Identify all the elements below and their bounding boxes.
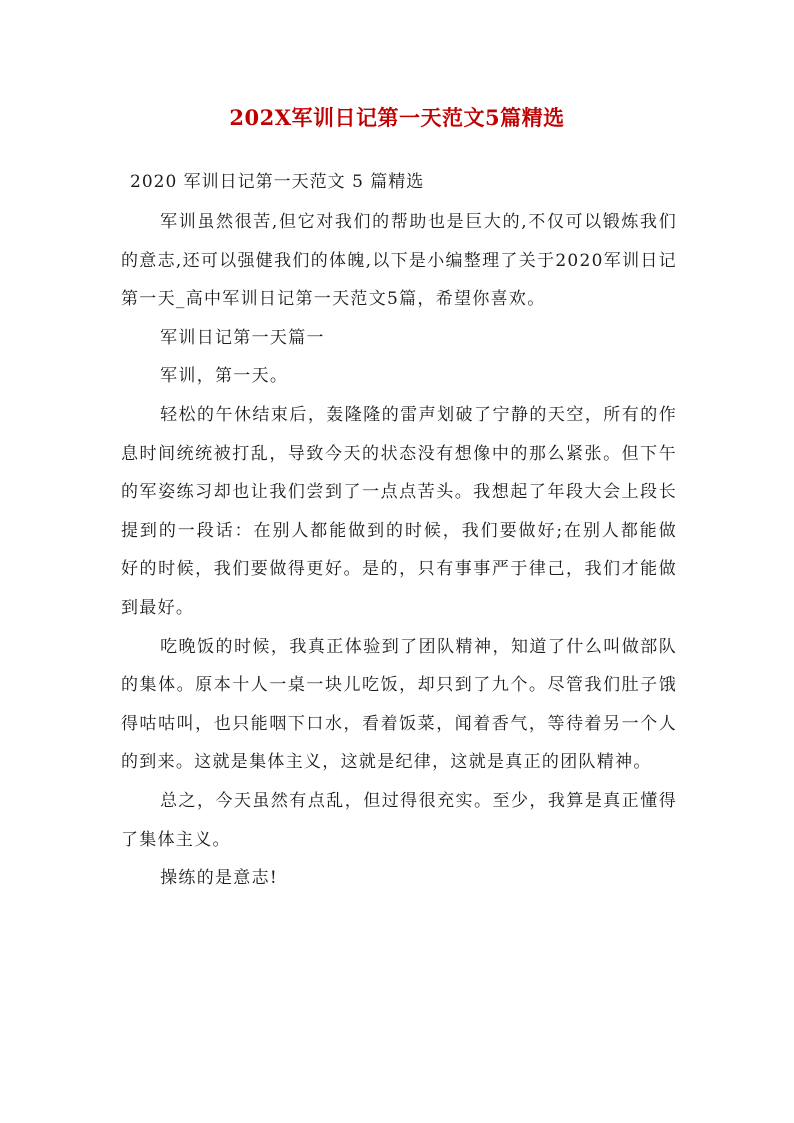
- paragraph-day-one: 军训，第一天。: [160, 366, 289, 387]
- document-subtitle: 2020 军训日记第一天范文 5 篇精选: [130, 172, 425, 192]
- document-title: 202X军训日记第一天范文5篇精选: [229, 105, 565, 130]
- paragraph-dinner: 吃晚饭的时候，我真正体验到了团队精神，知道了什么叫做部队的集体。原本十人一桌一块儿吃饭，却只到了九个。尽管我们肚子饿得咕咕叫，也只能咽下口水，看着饭菜，闻着香气，等待着另一个人的到来。这就是集体主义，这就是纪律，这就是真正的团队精神。: [121, 636, 677, 773]
- paragraph-summary: 总之，今天虽然有点乱，但过得很充实。至少，我算是真正懂得了集体主义。: [121, 790, 677, 850]
- paragraph-intro: 军训虽然很苦,但它对我们的帮助也是巨大的,不仅可以锻炼我们的意志,还可以强健我们的体魄,以下是小编整理了关于2020军训日记第一天_高中军训日记第一天范文5篇，希望你喜欢。: [121, 212, 677, 310]
- paragraph-afternoon: 轻松的午休结束后，轰隆隆的雷声划破了宁静的天空，所有的作息时间统统被打乱，导致今天的状态没有想像中的那么紧张。但下午的军姿练习却也让我们尝到了一点点苦头。我想起了年段大会上段长提到的一段话：在别人都能做到的时候，我们要做好;在别人都能做好的时候，我们要做得更好。是的，只有事事严于律己，我们才能做到最好。: [121, 404, 677, 618]
- paragraph-section-heading: 军训日记第一天篇一: [160, 327, 325, 348]
- document-body: [121, 203, 677, 898]
- paragraph-closing: 操练的是意志!: [160, 868, 279, 889]
